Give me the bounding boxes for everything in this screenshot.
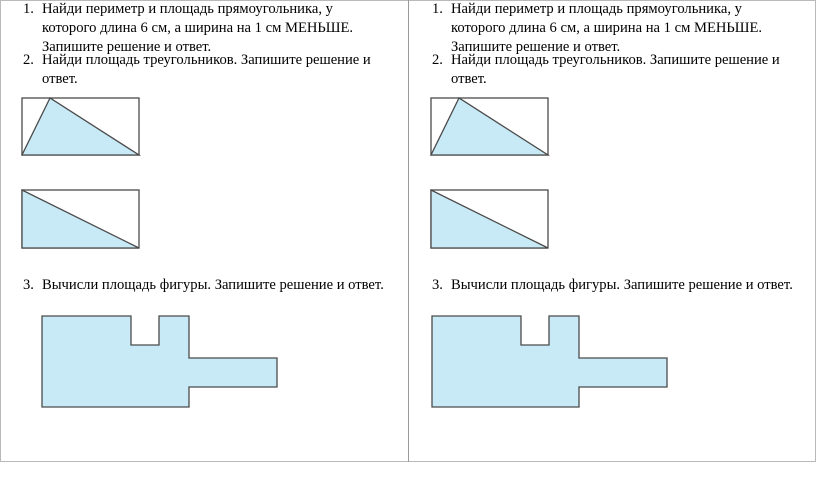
task-text: Найди периметр и площадь прямоугольника, у которого длина 6 см, а ширина на 1 см МЕНЬШЕ. Запишите решение и ответ. xyxy=(42,1,354,55)
task-text: Найди периметр и площадь прямоугольника, у которого длина 6 см, а ширина на 1 см МЕНЬШЕ. Запишите решение и ответ. xyxy=(451,1,763,55)
triangle-in-rectangle-figure xyxy=(430,97,550,157)
triangle-in-rectangle-figure xyxy=(21,97,141,157)
composite-polygon-figure xyxy=(41,315,279,409)
task-1 xyxy=(0,0,382,57)
task-number: 1. xyxy=(432,1,443,17)
task-2 xyxy=(409,51,796,89)
diagonal-triangle-figure xyxy=(430,189,550,250)
task-2 xyxy=(0,51,387,89)
task-3 xyxy=(409,276,801,295)
task-number: 3. xyxy=(432,277,443,293)
diagonal-triangle-figure xyxy=(21,189,141,250)
task-number: 1. xyxy=(23,1,34,17)
task-number: 3. xyxy=(23,277,34,293)
worksheet-column-left xyxy=(0,0,408,462)
task-3 xyxy=(0,276,392,295)
worksheet-column-right xyxy=(409,0,816,462)
task-text: Вычисли площадь фигуры. Запишите решение и ответ. xyxy=(42,277,384,293)
task-text: Найди площадь треугольников. Запишите решение и ответ. xyxy=(451,52,780,87)
task-number: 2. xyxy=(432,52,443,68)
task-number: 2. xyxy=(23,52,34,68)
task-text: Вычисли площадь фигуры. Запишите решение и ответ. xyxy=(451,277,793,293)
task-1 xyxy=(409,0,791,57)
composite-polygon-figure xyxy=(431,315,669,409)
task-text: Найди площадь треугольников. Запишите решение и ответ. xyxy=(42,52,371,87)
